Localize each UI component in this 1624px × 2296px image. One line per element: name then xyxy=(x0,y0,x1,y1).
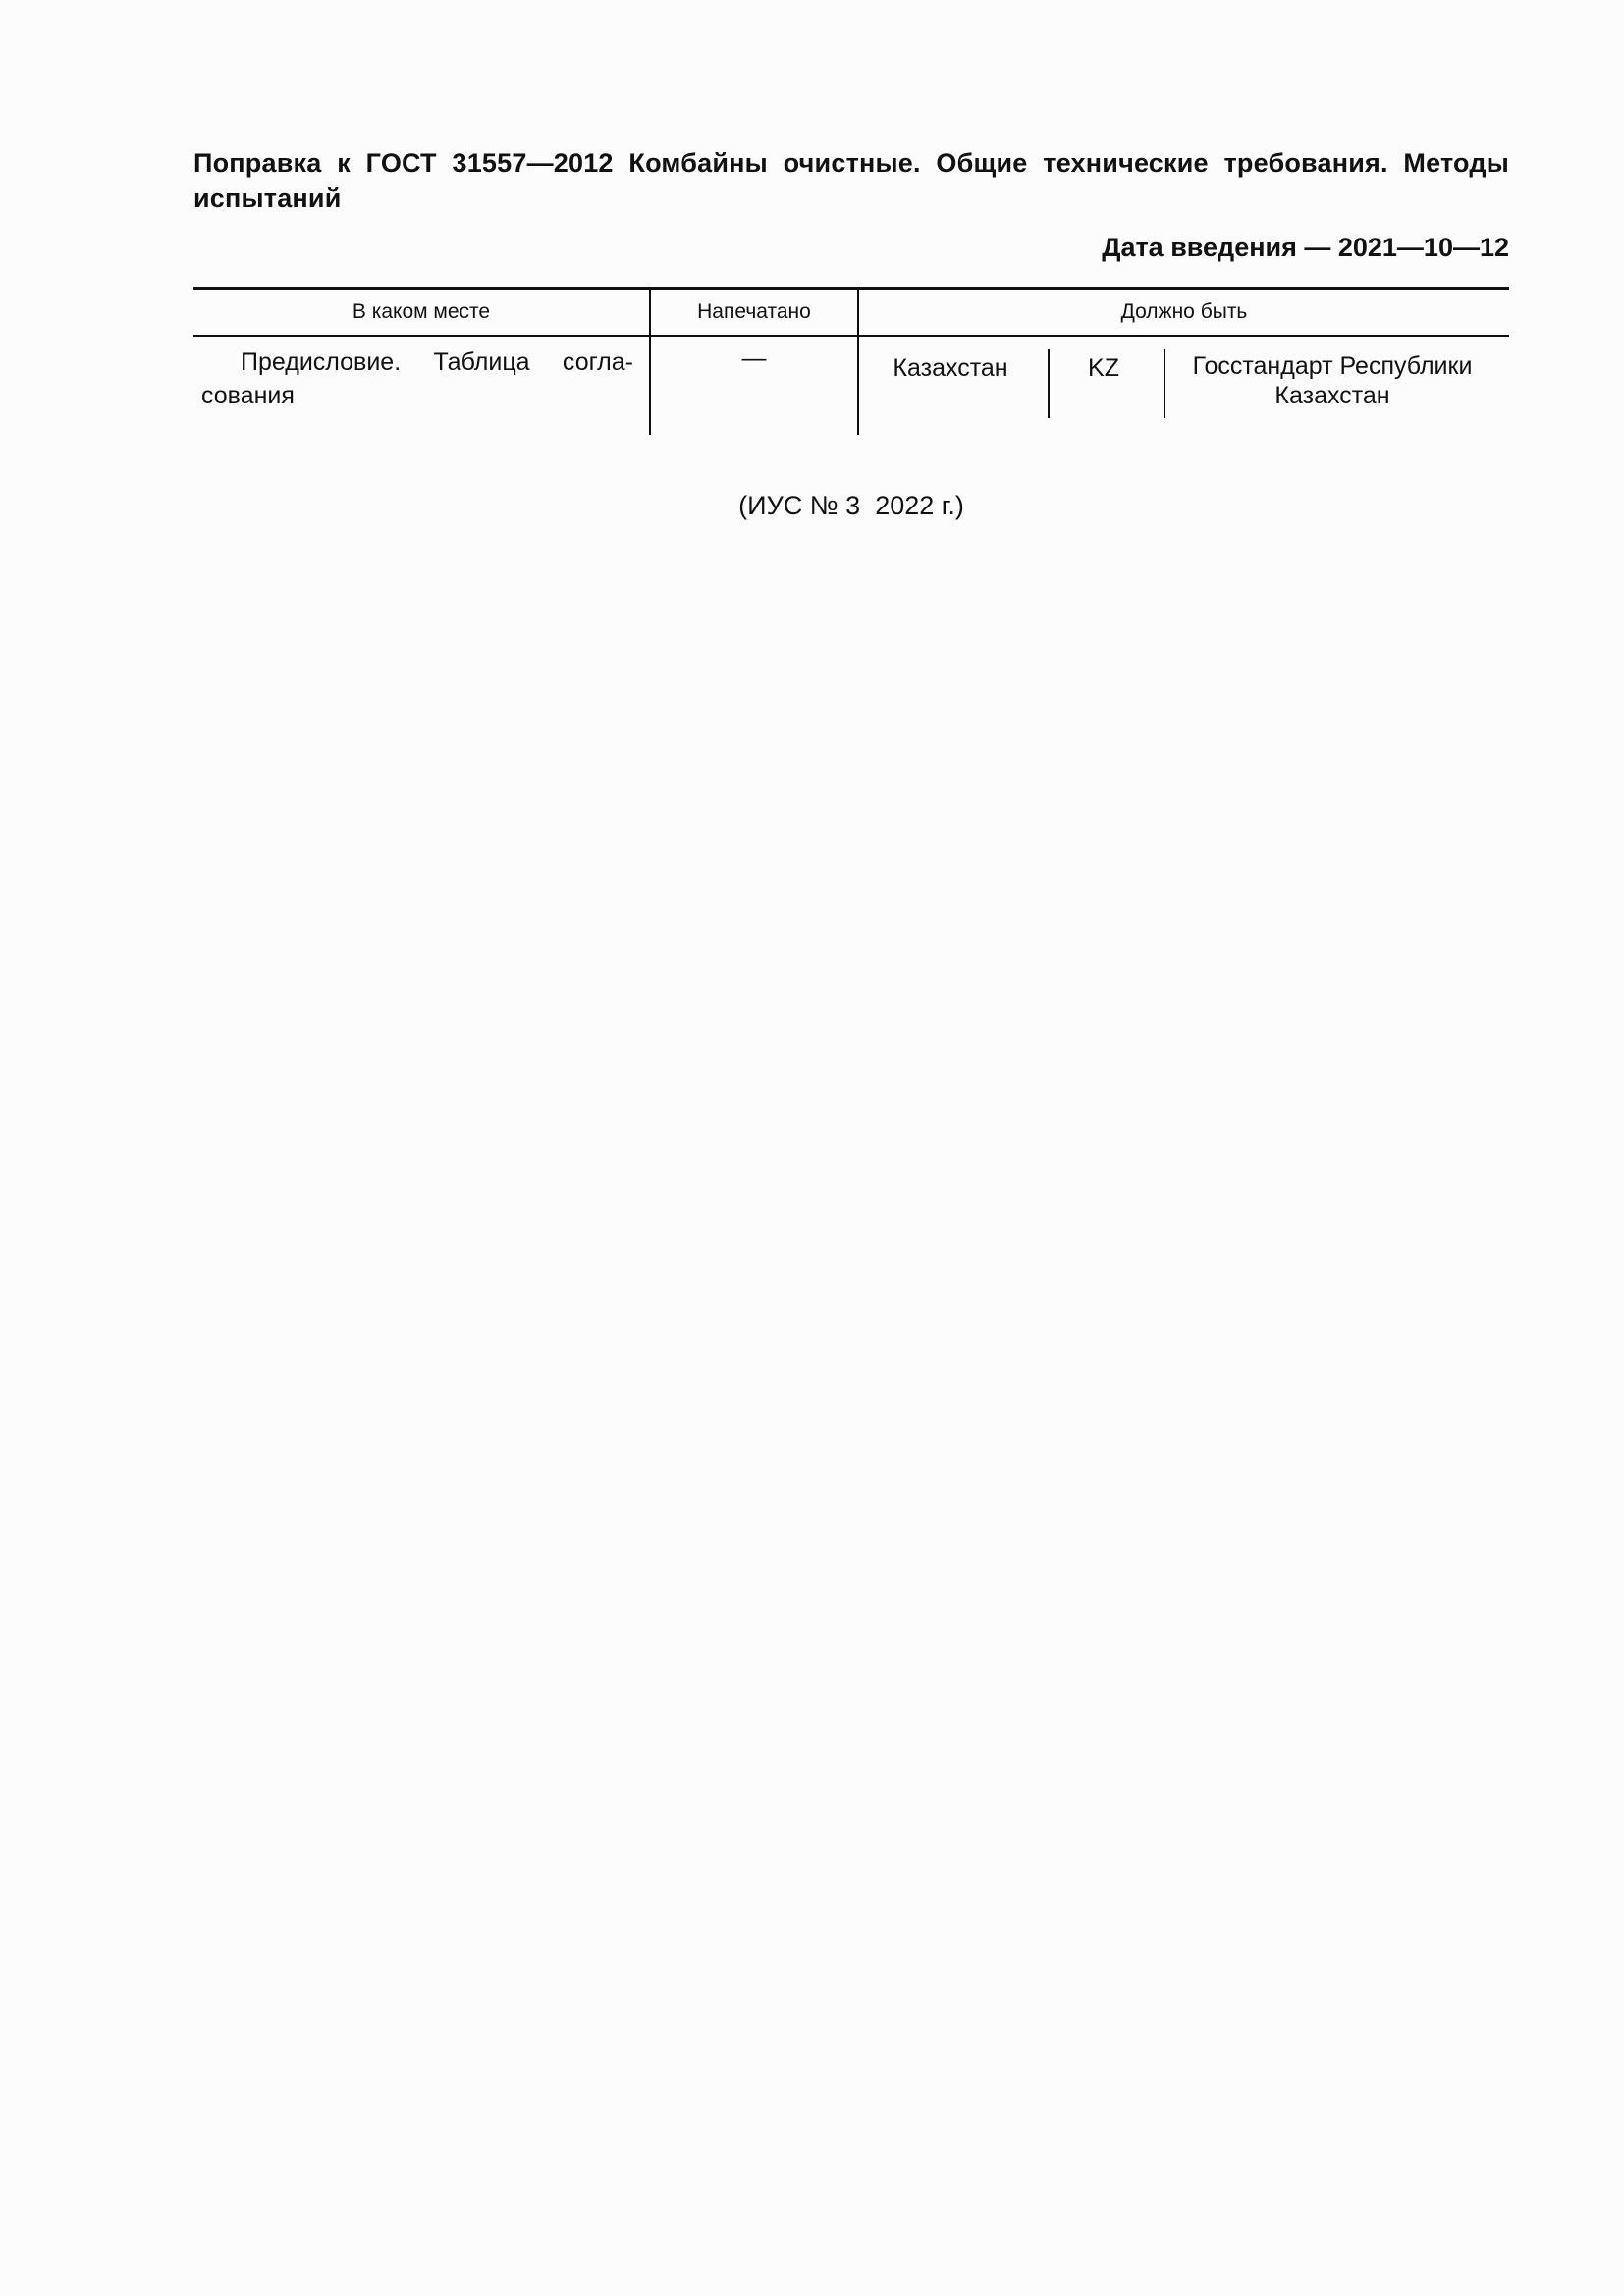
cell-country-code: KZ xyxy=(1088,354,1119,382)
cell-standards-agency: Госстандарт Республики Казахстан xyxy=(1192,352,1473,409)
cell-country: Казахстан xyxy=(893,354,1008,382)
table-header-rule xyxy=(193,335,1509,337)
table-top-rule xyxy=(193,287,1509,290)
introduction-date: Дата введения — 2021—10—12 xyxy=(1102,233,1509,262)
header-printed: Напечатано xyxy=(697,300,811,323)
cell-printed: — xyxy=(741,345,767,372)
document-title: Поправка к ГОСТ 31557—2012 Комбайны очистные. Общие технические требования. Методы испытаний xyxy=(193,148,1509,213)
header-should-be: Должно быть xyxy=(1120,300,1248,323)
cell-where: Предисловие. Таблица согла-сования xyxy=(201,348,633,409)
ius-reference: (ИУС № 3 2022 г.) xyxy=(738,491,964,520)
header-where: В каком месте xyxy=(352,300,491,323)
